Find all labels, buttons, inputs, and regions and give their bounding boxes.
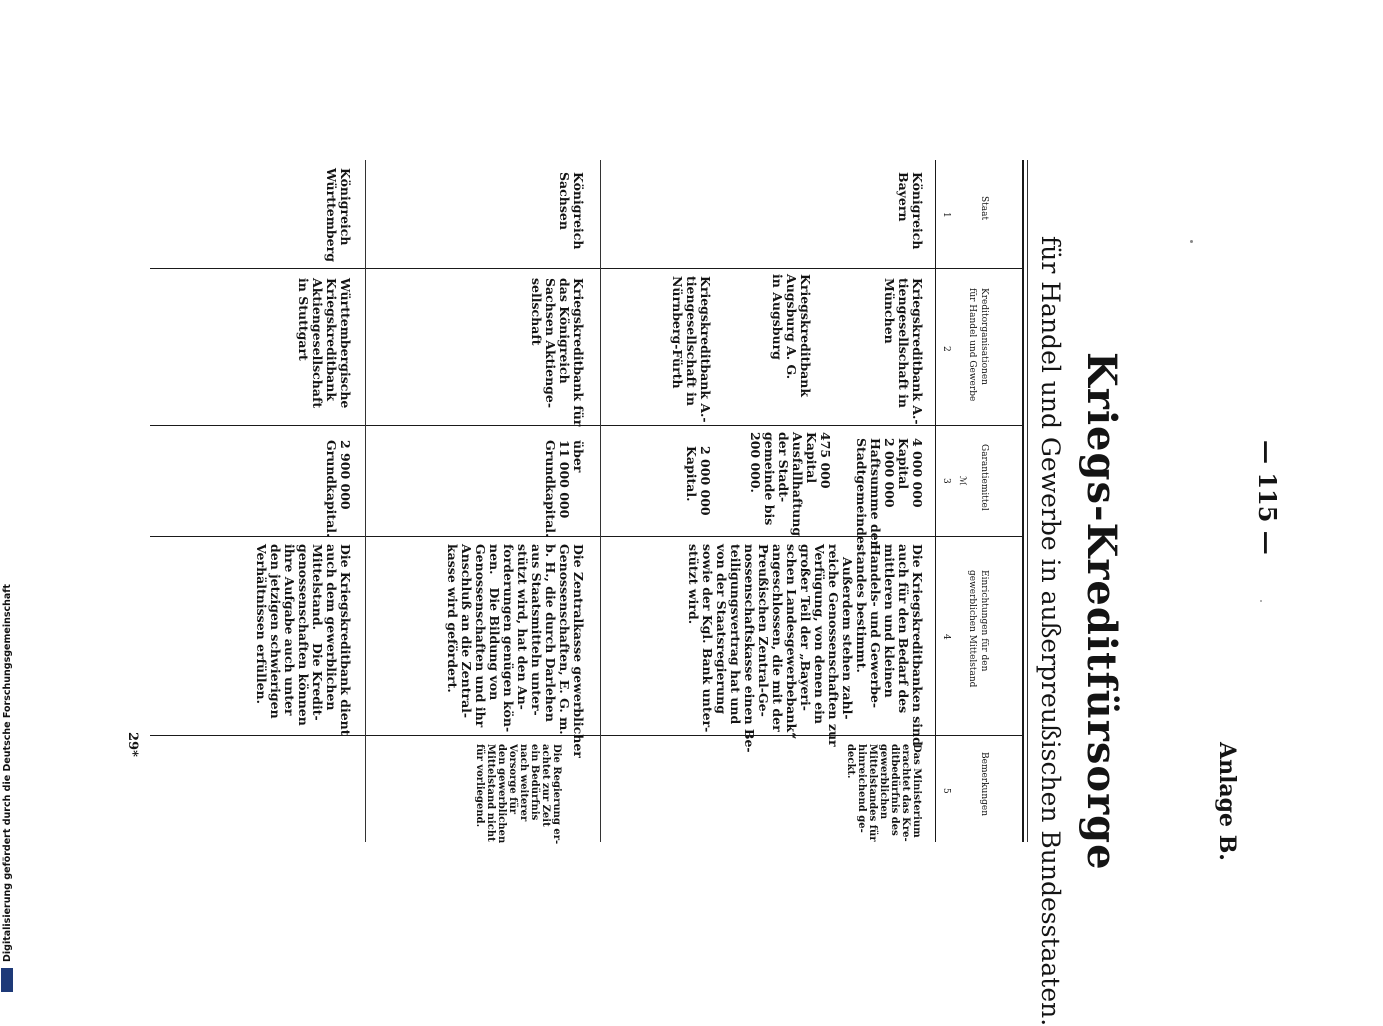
header-state: Staat — [979, 196, 989, 221]
row-bayern-guarantee-3: 2 000 000 Kapital. — [684, 446, 713, 516]
row-wuerttemberg-org: Württembergische Kriegskreditbank Aktiengesellschaft in Stuttgart — [296, 278, 353, 409]
row-divider-1 — [600, 160, 601, 842]
header-institutions-num: 4 — [941, 634, 951, 640]
row-sachsen-remarks: Die Regierung er- achtet zur Zeit ein Bedürfnis nach weiterer Vorsorge für den gewerblichen Mittelstand nicht für vorliegend. — [474, 744, 562, 845]
row-bayern-org-3: Kriegskreditbank A.- tiengesellschaft in Nürnberg-Fürth — [670, 276, 713, 423]
col-divider-2 — [150, 425, 1022, 426]
header-bottom-rule — [935, 160, 936, 842]
page-number: — 115 — — [1253, 440, 1282, 555]
row-bayern-remarks: Das Ministerium erachtet das Kre- ditbedürfnis des gewerblichen Mittelstandes für hinreichend ge- deckt. — [845, 744, 922, 842]
page-subtitle: für Handel und Gewerbe in außerpreußischen Bundesstaaten. — [1036, 236, 1065, 1026]
col-divider-1 — [150, 268, 1022, 269]
header-guarantee-unit: ℳ — [957, 476, 967, 486]
header-state-num: 1 — [941, 212, 951, 218]
row-divider-2 — [365, 160, 366, 842]
header-guarantee-num: 3 — [941, 478, 951, 484]
row-bayern-org-2: Kriegskreditbank Augsburg A. G. in Augsburg — [770, 274, 813, 397]
row-wuerttemberg-state: Königreich Württemberg — [324, 168, 353, 262]
annex-label: Anlage B. — [1214, 742, 1240, 861]
header-guarantee: Garantiemittel — [979, 444, 989, 511]
header-institutions: Einrichtungen für den gewerblichen Mittelstand — [967, 570, 989, 688]
row-wuerttemberg-institutions: Die Kriegskreditbank dient auch dem gewerblichen Mittelstand. Die Kredit- genossenschaften können ihre Aufgabe auch unter den jetzigen schwierigen Verhältnissen erfüllen. — [254, 544, 353, 736]
row-wuerttemberg-guarantee: 2 900 000 Grundkapital. — [324, 440, 353, 538]
row-bayern-institutions: Die Kriegskreditbanken sind auch für den Bedarf des mittleren und kleinen Handels- und Gewerbe- standes bestimmt. Außerdem stehen zahl- reiche Genossenschaften zur Verfügung, von denen ein großer Teil der „Bayeri- schen Landesgewerbebank“ angeschlossen, die mit der Preußischen Zentral-Ge- nossenschaftskasse einen Be- teiligungsvertrag hat und von der Staatsregierung sowie der Kgl. Bank unter- stützt wird. — [686, 544, 925, 753]
row-bayern-guarantee-2: 475 000 Kapital Ausfallhaftung der Stadt- gemeinde bis 200 000. — [748, 432, 833, 537]
header-orgs: Kreditorganisationen für Handel und Gewerbe — [967, 288, 989, 402]
table-top-rule — [1022, 160, 1024, 842]
header-remarks-num: 5 — [941, 788, 951, 794]
row-sachsen-institutions: Die Zentralkasse gewerblicher Genossenschaften, E. G. m. b. H., die durch Darlehen aus Staatsmitteln unter- stützt wird, hat den An- forderungen genügen kön- nen. Die Bildung von Genossenschaften und ihr Anschluß an die Zentral- kasse wird gefördert. — [445, 544, 586, 758]
row-bayern-org-1: Kriegskreditbank A.- tiengesellschaft in München — [882, 278, 925, 425]
table-top-rule-inner — [1027, 160, 1028, 842]
row-bayern-state: Königreich Bayern — [896, 172, 925, 250]
digitization-note: Digitalisierung gefördert durch die Deutsche Forschungsgemeinschaft — [2, 584, 13, 962]
row-sachsen-guarantee: über 11 000 000 Grundkapital. — [543, 440, 586, 538]
footer-mark: 29* — [125, 732, 140, 757]
header-remarks: Bemerkungen — [979, 752, 989, 817]
page-title: Kriegs-Kreditfürsorge — [1078, 352, 1125, 871]
row-sachsen-state: Königreich Sachsen — [557, 172, 586, 250]
header-orgs-num: 2 — [941, 346, 951, 352]
dfg-logo — [1, 968, 13, 992]
row-bayern-guarantee-1: 4 000 000 Kapital 2 000 000 Haftsumme der Stadtgemeinde. — [854, 438, 925, 549]
row-sachsen-org: Kriegskreditbank für das Königreich Sachsen Aktienge- sellschaft — [529, 278, 586, 427]
